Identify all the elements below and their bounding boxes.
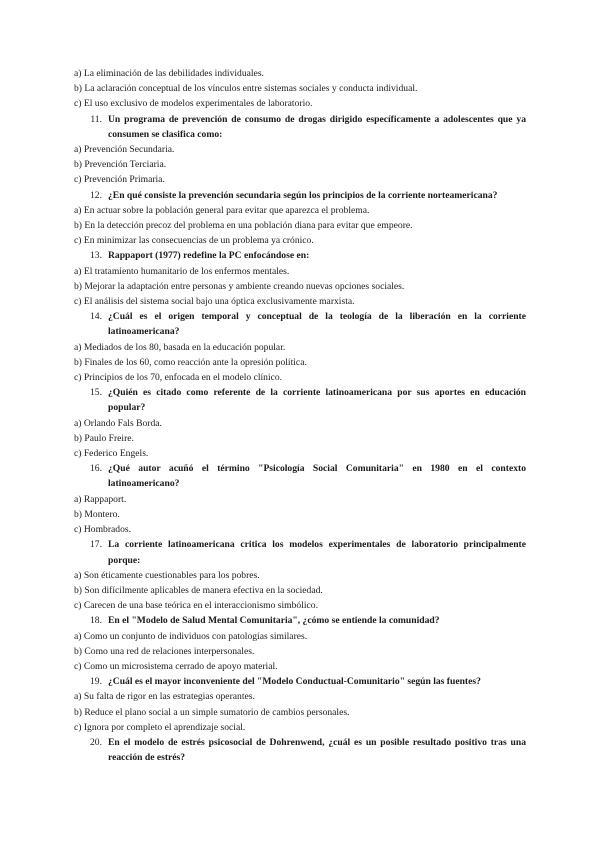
question-number: 11. <box>90 113 102 125</box>
question-text: ¿En qué consiste la prevención secundaria según los principios de la corriente norteamericana? <box>108 189 498 201</box>
question-number: 15. <box>90 387 102 399</box>
question-text: En el "Modelo de Salud Mental Comunitaria", ¿cómo se entiende la comunidad? <box>108 615 440 627</box>
option-text: b) Prevención Terciaria. <box>74 159 167 171</box>
question-block <box>74 613 526 674</box>
question-list <box>74 112 526 766</box>
option-text: a) En actuar sobre la población general para evitar que aparezca el problema. <box>74 204 370 216</box>
question-number: 16. <box>90 463 102 475</box>
option-text: c) Carecen de una base teórica en el interaccionismo simbólico. <box>74 600 319 612</box>
question-text: ¿Quién es citado como referente de la corriente latinoamericana por sus aportes en educación popular? <box>108 387 526 414</box>
question-heading <box>74 309 526 339</box>
option-text: a) Orlando Fals Borda. <box>74 417 162 429</box>
option-text: a) Su falta de rigor en las estrategias operantes. <box>74 691 255 703</box>
question-number: 18. <box>90 615 102 627</box>
question-heading <box>74 537 526 567</box>
question-block <box>74 735 526 765</box>
option-text: b) Reduce el plano social a un simple sumatorio de cambios personales. <box>74 706 350 718</box>
option-text: a) Son éticamente cuestionables para los pobres. <box>74 569 260 581</box>
option-text: a) Rappaport. <box>74 493 127 505</box>
option-text: b) Son difícilmente aplicables de manera efectiva en la sociedad. <box>74 584 323 596</box>
question-heading <box>74 112 526 142</box>
option-text: b) En la detección precoz del problema en una población diana para evitar que empeore. <box>74 220 413 232</box>
option-text: b) Finales de los 60, como reacción ante la opresión política. <box>74 356 307 368</box>
option-text: c) Principios de los 70, enfocada en el modelo clínico. <box>74 372 283 384</box>
question-block <box>74 112 526 188</box>
question-text: En el modelo de estrés psicosocial de Dohrenwend, ¿cuál es un posible resultado positivo tras una reacción de estrés? <box>108 736 526 764</box>
option-text: c) Hombrados. <box>74 524 132 536</box>
question-number: 12. <box>90 189 102 201</box>
question-number: 17. <box>90 539 102 551</box>
question-heading <box>74 385 526 415</box>
option-text: c) Ignora por completo el aprendizaje social. <box>74 721 246 733</box>
question-block <box>74 188 526 249</box>
option-text: a) La eliminación de las debilidades individuales. <box>74 68 264 79</box>
option-text: b) Mejorar la adaptación entre personas y ambiente creando nuevas opciones sociales. <box>74 280 405 292</box>
question-block <box>74 461 526 537</box>
option-text: a) El tratamiento humanitario de los enfermos mentales. <box>74 265 290 277</box>
question-number: 19. <box>90 676 102 688</box>
question-text: ¿Qué autor acuñó el término "Psicología Social Comunitaria" en 1980 en el contexto latinoamericano? <box>108 463 526 490</box>
option-text: c) Prevención Primaria. <box>74 174 165 186</box>
question-heading <box>74 461 526 491</box>
question-block <box>74 537 526 613</box>
option-text: c) Como un microsistema cerrado de apoyo material. <box>74 660 278 672</box>
question-block <box>74 248 526 309</box>
question-number: 13. <box>90 250 102 262</box>
question-heading <box>74 188 526 203</box>
question-block <box>74 674 526 735</box>
question-block <box>74 309 526 385</box>
question-heading <box>74 735 526 765</box>
question-heading <box>74 674 526 689</box>
question-heading <box>74 613 526 628</box>
question-number: 14. <box>90 311 102 323</box>
option-text: c) El uso exclusivo de modelos experimentales de laboratorio. <box>74 98 313 110</box>
option-text: a) Como un conjunto de individuos con patologías similares. <box>74 630 308 642</box>
question-text: ¿Cuál es el origen temporal y conceptual de la teología de la liberación en la corriente latinoamericana? <box>108 311 526 338</box>
question-block <box>74 385 526 461</box>
previous-question-options <box>74 66 526 112</box>
quiz-content <box>74 66 526 765</box>
option-text: b) Montero. <box>74 508 120 520</box>
question-text: Un programa de prevención de consumo de drogas dirigido específicamente a adolescentes que ya consumen se clasifica como: <box>108 113 526 140</box>
question-text: ¿Cuál es el mayor inconveniente del "Modelo Conductual-Comunitario" según las fuentes? <box>108 676 481 688</box>
option-text: c) El análisis del sistema social bajo una óptica exclusivamente marxista. <box>74 296 355 308</box>
question-number: 20. <box>90 736 102 748</box>
option-text: a) Prevención Secundaria. <box>74 144 175 156</box>
question-text: Rappaport (1977) redefine la PC enfocándose en: <box>108 250 310 262</box>
option-text: b) La aclaración conceptual de los vínculos entre sistemas sociales y conducta individual. <box>74 83 418 95</box>
option-text: c) Federico Engels. <box>74 448 149 460</box>
option-text: c) En minimizar las consecuencias de un problema ya crónico. <box>74 235 314 247</box>
option-text: b) Paulo Freire. <box>74 432 134 444</box>
option-text: a) Mediados de los 80, basada en la educación popular. <box>74 341 286 353</box>
question-text: La corriente latinoamericana critica los modelos experimentales de laboratorio principalmente porque: <box>108 539 526 566</box>
option-text: b) Como una red de relaciones interpersonales. <box>74 645 255 657</box>
question-heading <box>74 248 526 263</box>
